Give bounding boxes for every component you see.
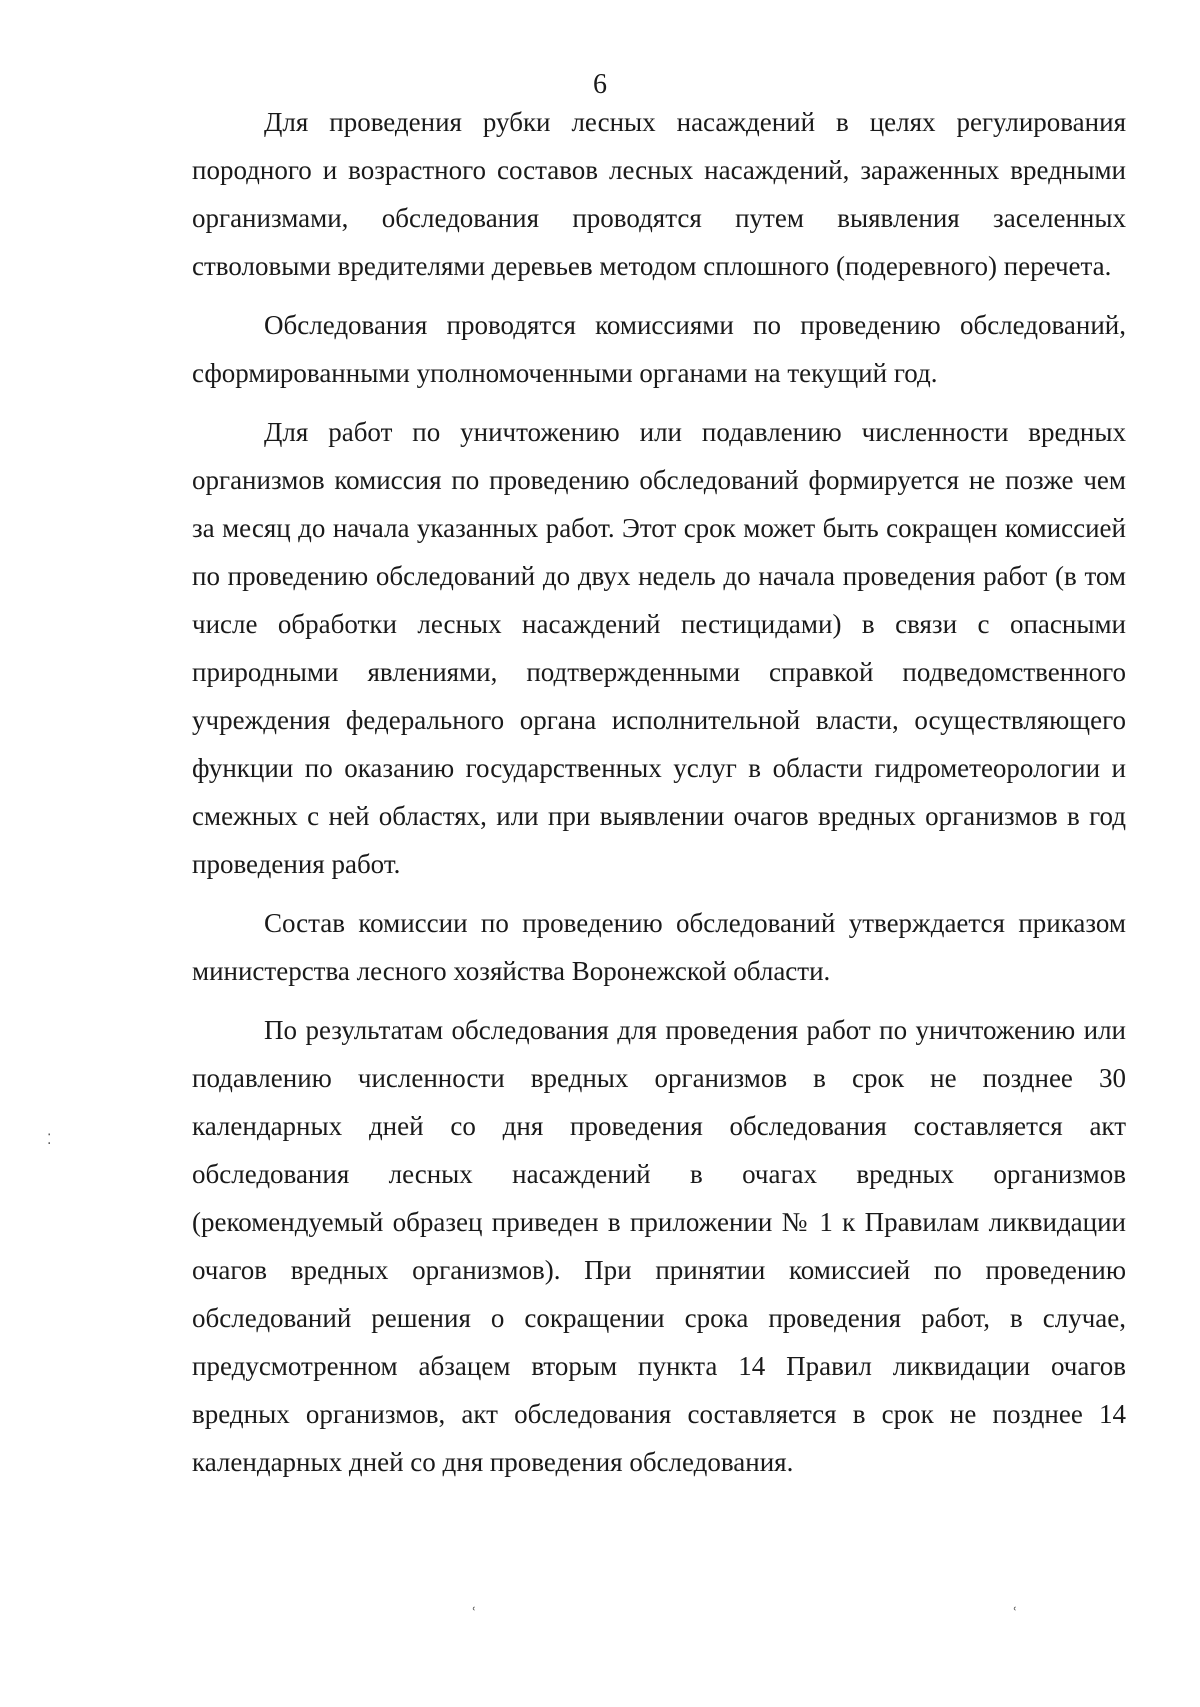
paragraph-2: Обследования проводятся комиссиями по проведению обследований, сформированными уполномоченными органами на текущий год. bbox=[192, 310, 1126, 388]
page-number: 6 bbox=[593, 69, 607, 100]
paragraph-5: По результатам обследования для проведения работ по уничтожению или подавлению численности вредных организмов в срок не позднее 30 календарных дней со дня проведения обследования составляется акт обследования лесных насаждений в очагах вредных организмов (рекомендуемый образец приведен в приложении № 1 к Правилам ликвидации очагов вредных организмов). При принятии комиссией по проведению обследований решения о сокращении срока проведения работ, в случае, предусмотренном абзацем вторым пункта 14 Правил ликвидации очагов вредных организмов, акт обследования составляется в срок не позднее 14 календарных дней со дня проведения обследования. bbox=[192, 1015, 1126, 1477]
scan-speck-bottom-left: ˓ bbox=[472, 1602, 477, 1618]
document-body bbox=[192, 98, 1126, 1486]
scan-speck-bottom-right: ˓ bbox=[1013, 1602, 1018, 1618]
paragraph-3: Для работ по уничтожению или подавлению численности вредных организмов комиссия по проведению обследований формируется не позже чем за месяц до начала указанных работ. Этот срок может быть сокращен комиссией по проведению обследований до двух недель до начала проведения работ (в том числе обработки лесных насаждений пестицидами) в связи с опасными природными явлениями, подтвержденными справкой подведомственного учреждения федерального органа исполнительной власти, осуществляющего функции по оказанию государственных услуг в области гидрометеорологии и смежных с ней областях, или при выявлении очагов вредных организмов в год проведения работ. bbox=[192, 417, 1126, 879]
paragraph-1: Для проведения рубки лесных насаждений в целях регулирования породного и возрастного составов лесных насаждений, зараженных вредными организмами, обследования проводятся путем выявления заселенных стволовыми вредителями деревьев методом сплошного (подеревного) перечета. bbox=[192, 107, 1126, 281]
scan-speck-left: ⁚ bbox=[47, 1132, 52, 1148]
paragraph-4: Состав комиссии по проведению обследований утверждается приказом министерства лесного хозяйства Воронежской области. bbox=[192, 908, 1126, 986]
